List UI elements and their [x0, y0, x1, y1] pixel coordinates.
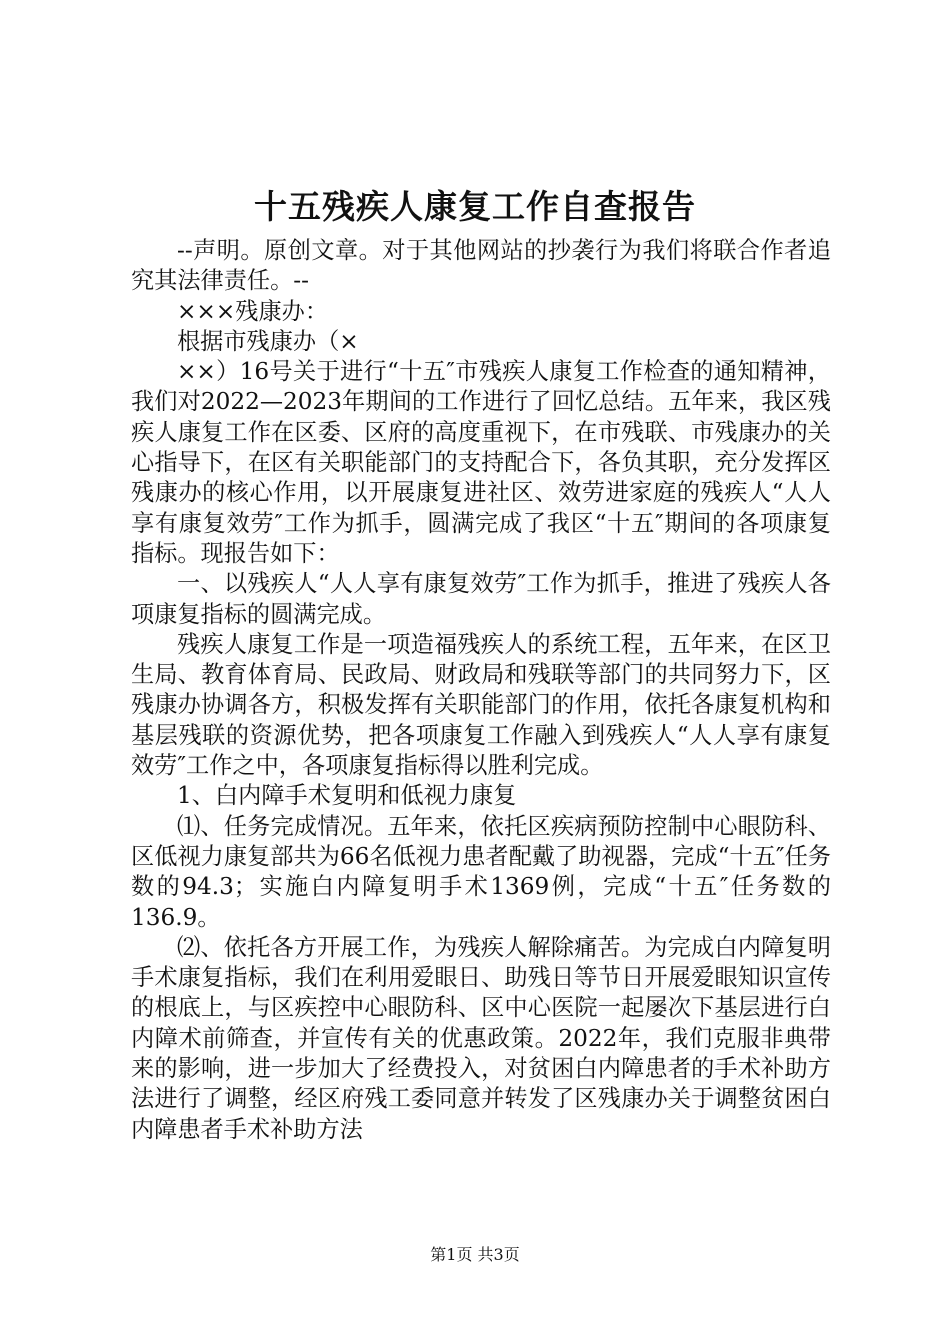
section-1-paragraph: 残疾人康复工作是一项造福残疾人的系统工程，五年来，在区卫生局、教育体育局、民政局、财政局和残联等部门的共同努力下，区残康办协调各方，积极发挥有关职能部门的作用，依托各康复机构和基层残联的资源优势，把各项康复工作融入到残疾人“人人享有康复效劳″工作之中，各项康复指标得以胜利完成。: [131, 630, 831, 780]
subsection-heading-1: 1、白内障手术复明和低视力康复: [177, 782, 517, 810]
introduction-paragraph: ××）16号关于进行“十五″市残疾人康复工作检查的通知精神，我们对2022—2023年期间的工作进行了回忆总结。五年来，我区残疾人康复工作在区委、区府的高度重视下，在市残联、市残康办的关心指导下，在区有关职能部门的支持配合下，各负其职，充分发挥区残康办的核心作用，以开展康复进社区、效劳进家庭的残疾人“人人享有康复效劳″工作为抓手，圆满完成了我区“十五″期间的各项康复指标。现报告如下：: [131, 358, 831, 567]
task-completion-paragraph: ⑴、任务完成情况。五年来，依托区疾病预防控制中心眼防科、区低视力康复部共为66名低视力患者配戴了助视器，完成“十五″任务数的94.3；实施白内障复明手术1369例，完成“十五″任务数的136.9。: [131, 812, 831, 931]
salutation-paragraph: ×××残康办：: [177, 297, 329, 325]
document-title: 十五残疾人康复工作自查报告: [254, 187, 696, 226]
reference-paragraph: 根据市残康办（×: [177, 327, 359, 355]
section-heading-1: 一、以残疾人“人人享有康复效劳″工作为抓手，推进了残疾人各项康复指标的圆满完成。: [131, 570, 831, 628]
document-body: [131, 236, 831, 1145]
statement-paragraph: --声明。原创文章。对于其他网站的抄袭行为我们将联合作者追究其法律责任。--: [131, 237, 831, 295]
work-approach-paragraph: ⑵、依托各方开展工作，为残疾人解除痛苦。为完成白内障复明手术康复指标，我们在利用爱眼日、助残日等节日开展爱眼知识宣传的根底上，与区疾控中心眼防科、区中心医院一起屡次下基层进行白内障术前筛查，并宣传有关的优惠政策。2022年，我们克服非典带来的影响，进一步加大了经费投入，对贫困白内障患者的手术补助方法进行了调整，经区府残工委同意并转发了区残康办关于调整贫困白内障患者手术补助方法: [131, 933, 831, 1143]
page-footer: 第1页 共3页: [430, 1245, 520, 1264]
